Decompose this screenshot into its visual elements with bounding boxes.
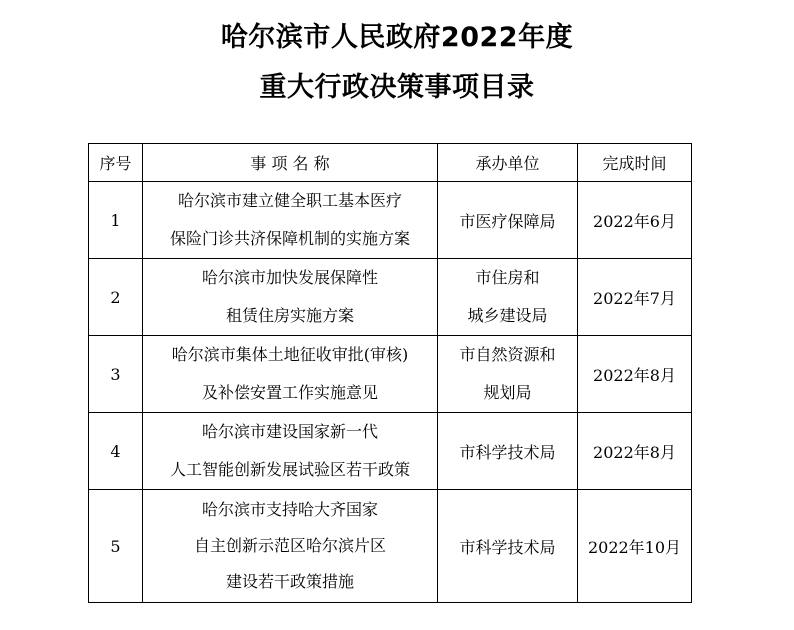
document-title-line-1: 哈尔滨市人民政府2022年度 [220,22,574,53]
cell-date: 2022年8月 [578,336,692,413]
unit-line: 市科学技术局 [459,442,556,462]
cell-seq: 5 [89,490,143,603]
name-line: 人工智能创新发展试验区若干政策 [169,460,410,479]
cell-date: 2022年6月 [578,182,692,259]
table-row [89,259,692,336]
table-row [89,413,692,490]
cell-name [143,490,438,603]
unit-line: 市科学技术局 [459,537,556,557]
unit-line: 市自然资源和 [459,345,556,364]
unit-line: 市住房和 [475,268,540,287]
header-date: 完成时间 [578,144,692,182]
header-unit: 承办单位 [438,144,578,182]
cell-name [143,182,438,259]
unit-line: 规划局 [483,383,532,402]
cell-unit [438,413,578,490]
unit-line: 市医疗保障局 [459,211,556,231]
cell-name [143,259,438,336]
name-line: 租赁住房实施方案 [225,306,354,325]
unit-line: 城乡建设局 [467,306,548,325]
document-title-line-2: 重大行政决策事项目录 [259,72,535,103]
cell-date: 2022年8月 [578,413,692,490]
name-line: 哈尔滨市建立健全职工基本医疗 [177,191,402,210]
name-line: 哈尔滨市加快发展保障性 [201,268,378,287]
cell-seq: 1 [89,182,143,259]
name-line: 建设若干政策措施 [225,572,354,591]
cell-date: 2022年10月 [578,490,692,603]
name-line: 保险门诊共济保障机制的实施方案 [169,229,410,248]
name-line: 自主创新示范区哈尔滨片区 [193,536,386,555]
table-row [89,336,692,413]
table-row [89,182,692,259]
cell-seq: 3 [89,336,143,413]
cell-unit [438,490,578,603]
cell-seq: 2 [89,259,143,336]
table-header-row [89,144,692,182]
cell-seq: 4 [89,413,143,490]
cell-name [143,413,438,490]
cell-date: 2022年7月 [578,259,692,336]
header-seq: 序号 [89,144,143,182]
name-line: 及补偿安置工作实施意见 [201,383,378,402]
cell-unit [438,259,578,336]
decision-catalog-table [88,143,692,603]
name-line: 哈尔滨市集体土地征收审批(审核) [171,345,409,364]
cell-name [143,336,438,413]
name-line: 哈尔滨市支持哈大齐国家 [201,500,378,519]
header-name: 事 项 名 称 [143,144,438,182]
table-row [89,490,692,603]
cell-unit [438,182,578,259]
cell-unit [438,336,578,413]
name-line: 哈尔滨市建设国家新一代 [201,422,378,441]
